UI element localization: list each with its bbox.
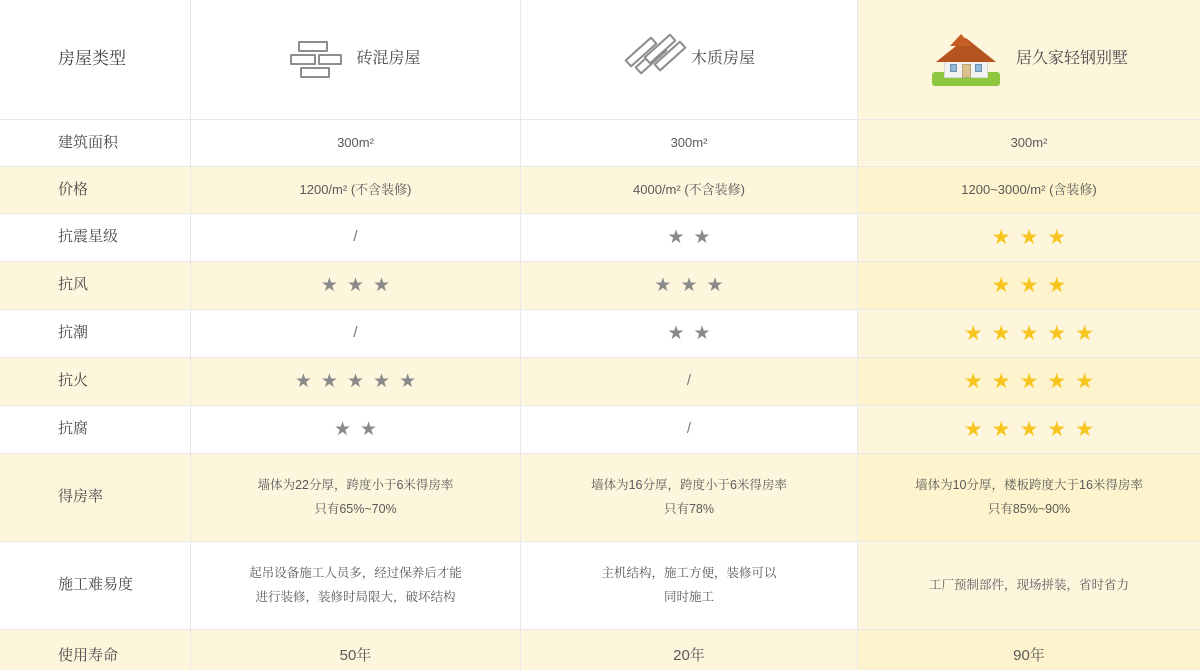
row-value-line: 墙体为16分厚，跨度小于6米得房率 — [591, 478, 787, 493]
house-icon — [930, 32, 1002, 88]
row-rating — [191, 406, 521, 453]
star-icon: ★ — [991, 226, 1011, 249]
star-rating — [964, 323, 1094, 344]
star-icon: ★ — [667, 323, 685, 344]
star-icon: ★ — [991, 370, 1011, 393]
row-value — [858, 542, 1200, 629]
row-value-line: 只有65%~70% — [314, 501, 397, 516]
wood-planks-icon — [623, 38, 677, 82]
row-value: 20年 — [521, 630, 858, 670]
row-value-line: 墙体为10分厚，楼板跨度大于16米得房率 — [915, 478, 1143, 493]
star-icon: ★ — [1019, 322, 1039, 345]
row-rating — [521, 310, 858, 357]
row-value-line: 起吊设备施工人员多，经过保养后才能 — [249, 566, 462, 581]
row-rating — [521, 262, 858, 309]
row-label: 抗潮 — [0, 310, 191, 357]
row-rating — [858, 406, 1200, 453]
row-label: 抗火 — [0, 358, 191, 405]
header-col-steel-label: 居久家轻钢别墅 — [1015, 50, 1128, 68]
header-label-text: 房屋类型 — [58, 49, 126, 69]
star-icon: ★ — [333, 419, 351, 440]
row-value: 300m² — [521, 120, 858, 166]
row-rating — [191, 310, 521, 357]
star-icon: ★ — [373, 275, 391, 296]
star-icon: ★ — [693, 323, 711, 344]
table-row — [0, 262, 1200, 310]
row-rating — [858, 214, 1200, 261]
star-icon: ★ — [1075, 370, 1095, 393]
star-icon: ★ — [1047, 322, 1067, 345]
star-icon: ★ — [680, 275, 698, 296]
table-row — [0, 310, 1200, 358]
row-rating — [521, 358, 858, 405]
row-label: 抗震星级 — [0, 214, 191, 261]
row-value: 1200/m² (不含装修) — [191, 167, 521, 213]
row-rating — [191, 262, 521, 309]
star-rating — [321, 276, 390, 295]
table-row — [0, 358, 1200, 406]
star-icon: ★ — [693, 227, 711, 248]
header-col-wood — [521, 0, 858, 119]
star-rating — [334, 420, 377, 439]
star-icon: ★ — [373, 371, 391, 392]
star-rating — [992, 275, 1066, 296]
row-value: 1200~3000/m² (含装修) — [858, 167, 1200, 213]
row-value — [191, 454, 521, 541]
row-label: 抗腐 — [0, 406, 191, 453]
star-icon: ★ — [1047, 418, 1067, 441]
star-icon: ★ — [963, 418, 983, 441]
row-value — [521, 454, 858, 541]
row-rating — [521, 406, 858, 453]
star-icon: ★ — [320, 275, 338, 296]
star-icon: ★ — [294, 371, 312, 392]
table-row — [0, 630, 1200, 670]
row-value-line: 进行装修，装修时局限大，破坏结构 — [255, 589, 456, 604]
header-label-cell — [0, 0, 191, 119]
table-row — [0, 167, 1200, 214]
rating-none: / — [353, 324, 358, 342]
star-icon: ★ — [1019, 418, 1039, 441]
row-value: 4000/m² (不含装修) — [521, 167, 858, 213]
table-row — [0, 214, 1200, 262]
star-rating — [654, 276, 723, 295]
star-icon: ★ — [706, 275, 724, 296]
row-label: 价格 — [0, 167, 191, 213]
table-row — [0, 454, 1200, 542]
star-icon: ★ — [963, 370, 983, 393]
row-value-line: 同时施工 — [663, 589, 714, 604]
row-value — [191, 542, 521, 629]
star-rating — [964, 371, 1094, 392]
star-rating — [964, 419, 1094, 440]
brick-wall-icon — [290, 39, 342, 81]
star-icon: ★ — [360, 419, 378, 440]
star-icon: ★ — [654, 275, 672, 296]
row-rating — [858, 358, 1200, 405]
star-icon: ★ — [1019, 226, 1039, 249]
row-label: 抗风 — [0, 262, 191, 309]
row-value-line: 墙体为22分厚，跨度小于6米得房率 — [257, 478, 454, 493]
header-col-wood-label: 木质房屋 — [690, 50, 755, 68]
row-label: 使用寿命 — [0, 630, 191, 670]
row-rating — [858, 310, 1200, 357]
star-icon: ★ — [1019, 274, 1039, 297]
row-value: 300m² — [191, 120, 521, 166]
star-icon: ★ — [346, 275, 365, 296]
row-value-line: 只有78% — [663, 501, 714, 516]
star-rating — [667, 324, 710, 343]
star-icon: ★ — [1019, 370, 1039, 393]
row-value-line: 主机结构，施工方便，装修可以 — [601, 566, 777, 581]
star-icon: ★ — [991, 418, 1011, 441]
header-col-brick — [191, 0, 521, 119]
rating-none: / — [686, 420, 692, 438]
table-row — [0, 406, 1200, 454]
star-icon: ★ — [963, 322, 983, 345]
row-value-line: 只有85%~90% — [987, 501, 1071, 516]
star-icon: ★ — [1047, 370, 1067, 393]
star-rating — [667, 228, 710, 247]
row-label: 得房率 — [0, 454, 191, 541]
row-value — [521, 542, 858, 629]
row-value: 300m² — [858, 120, 1200, 166]
star-icon: ★ — [399, 371, 417, 392]
row-rating — [191, 358, 521, 405]
row-value — [858, 454, 1200, 541]
row-label: 建筑面积 — [0, 120, 191, 166]
row-rating — [858, 262, 1200, 309]
row-rating — [521, 214, 858, 261]
star-icon: ★ — [1075, 322, 1095, 345]
star-icon: ★ — [1047, 226, 1067, 249]
star-icon: ★ — [667, 227, 685, 248]
row-rating — [191, 214, 521, 261]
star-icon: ★ — [991, 274, 1011, 297]
row-value: 90年 — [858, 630, 1200, 670]
star-rating — [992, 227, 1066, 248]
row-label: 施工难易度 — [0, 542, 191, 629]
table-row — [0, 120, 1200, 167]
row-value: 50年 — [191, 630, 521, 670]
header-col-brick-label: 砖混房屋 — [356, 50, 421, 68]
star-icon: ★ — [991, 322, 1011, 345]
star-rating — [295, 372, 416, 391]
star-icon: ★ — [1047, 274, 1067, 297]
star-icon: ★ — [346, 371, 365, 392]
star-icon: ★ — [1075, 418, 1095, 441]
star-icon: ★ — [320, 371, 338, 392]
rating-none: / — [686, 372, 692, 390]
table-row — [0, 542, 1200, 630]
rating-none: / — [353, 228, 358, 246]
table-header-row — [0, 0, 1200, 120]
row-value-line: 工厂预制部件，现场拼装，省时省力 — [928, 577, 1129, 592]
header-col-steel — [858, 0, 1200, 119]
